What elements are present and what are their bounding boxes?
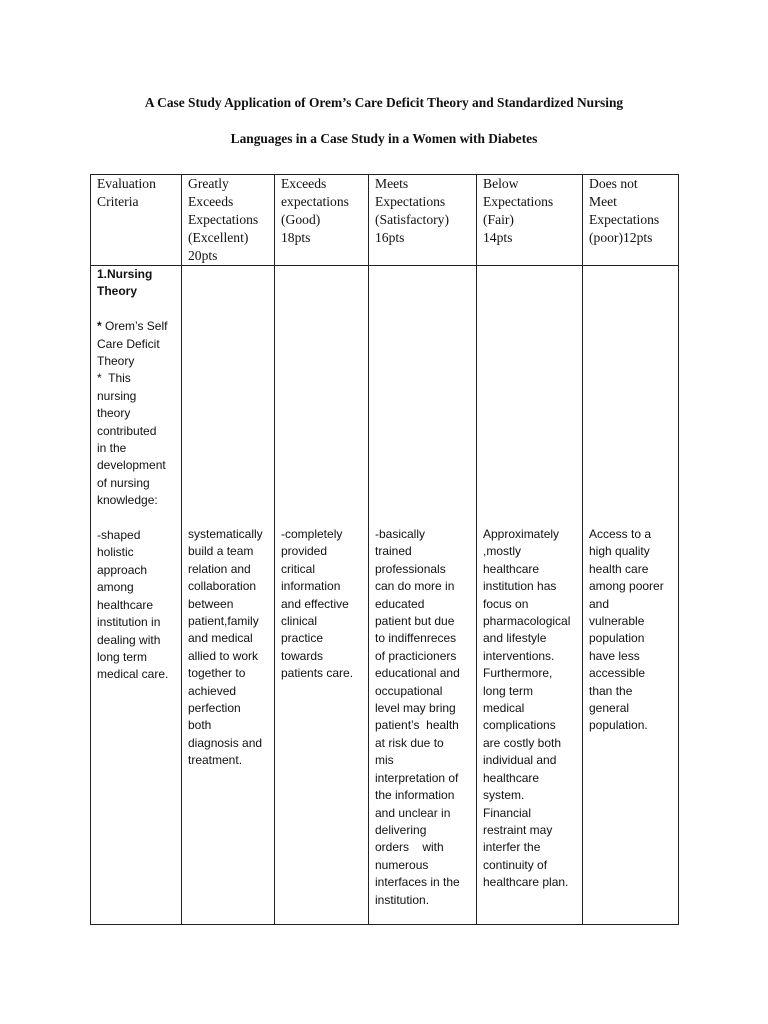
text-line: can do more in	[375, 579, 455, 594]
text-line: nursing	[97, 388, 137, 403]
text-line: information	[281, 579, 341, 594]
text-line: Greatly	[188, 176, 229, 191]
text-line: population	[589, 631, 645, 646]
text-line: Expectations	[589, 212, 660, 227]
level-excellent-text	[188, 266, 271, 770]
text-line: Financial	[483, 805, 532, 820]
text-line: in the	[97, 441, 127, 456]
header-does-not-meet	[583, 175, 679, 266]
text-line: Expectations	[188, 212, 259, 227]
text-line: Approximately	[483, 527, 560, 541]
text-line: healthcare plan.	[483, 875, 569, 890]
level-satisfactory-cell	[369, 266, 477, 925]
text-line: health care	[589, 561, 649, 576]
text-line: interfer the	[483, 840, 541, 855]
level-good-cell	[275, 266, 369, 925]
text-line: pharmacological	[483, 614, 571, 629]
text-line: vulnerable	[589, 614, 645, 629]
text-line: ,mostly	[483, 544, 522, 559]
text-line: 1.Nursing	[97, 267, 153, 281]
text-line: provided	[281, 544, 328, 559]
text-line: interfaces in the	[375, 875, 460, 890]
text-line: expectations	[281, 194, 349, 209]
text-line: at risk due to	[375, 735, 444, 750]
text-line: relation and	[188, 561, 251, 576]
text-line: treatment.	[188, 753, 243, 768]
text-line: -shaped	[97, 528, 141, 543]
level-poor-text	[589, 266, 675, 735]
text-line: Theory	[97, 284, 138, 299]
text-line: contributed	[97, 423, 157, 438]
text-line: Expectations	[483, 194, 554, 209]
text-line: diagnosis and	[188, 735, 263, 750]
text-line: Meets	[375, 176, 409, 191]
text-line: individual and	[483, 753, 557, 768]
level-satisfactory-text	[375, 266, 473, 909]
text-line: theory	[97, 406, 131, 421]
text-line: -basically	[375, 527, 426, 541]
text-line: long term	[483, 683, 534, 698]
text-line: Evaluation	[97, 176, 156, 191]
text-line: systematically	[188, 527, 263, 541]
text-line: interventions.	[483, 648, 555, 663]
text-line: general	[589, 701, 630, 716]
text-line: dealing with	[97, 632, 161, 647]
text-line: Does not	[589, 176, 638, 191]
text-line: have less	[589, 648, 640, 663]
text-line: 14pts	[483, 230, 513, 245]
text-line: to indiffenreces	[375, 631, 457, 646]
text-line: approach	[97, 562, 148, 577]
criteria-description	[97, 527, 178, 684]
criteria-cell	[91, 266, 182, 925]
text-line: of nursing	[97, 475, 150, 490]
text-line: Exceeds	[281, 176, 327, 191]
text-line: among poorer	[589, 579, 664, 594]
text-line: 16pts	[375, 230, 405, 245]
text-line: Below	[483, 176, 519, 191]
text-line: and lifestyle	[483, 631, 547, 646]
text-line: between	[188, 596, 234, 611]
rubric-table	[90, 174, 679, 925]
text-line: (Satisfactory)	[375, 212, 449, 227]
text-line: patient,family	[188, 614, 259, 629]
text-line: mis	[375, 753, 394, 768]
text-line: Access to a	[589, 527, 652, 541]
text-line: institution.	[375, 892, 430, 907]
text-line: 18pts	[281, 230, 311, 245]
criteria-bullet-2	[97, 370, 178, 509]
criteria-heading	[97, 266, 178, 301]
text-line: level may bring	[375, 701, 456, 716]
text-line: accessible	[589, 666, 646, 681]
text-line: Furthermore,	[483, 666, 553, 681]
text-line: complications	[483, 718, 556, 733]
text-line: patient but due	[375, 614, 455, 629]
text-line: development	[97, 458, 166, 473]
text-line: 20pts	[188, 248, 218, 263]
text-line: and	[589, 596, 610, 611]
document-title-line-1: A Case Study Application of Orem’s Care Deficit Theory and Standardized Nursing	[144, 95, 624, 110]
level-poor-cell	[583, 266, 679, 925]
text-line: Expectations	[375, 194, 446, 209]
header-row	[91, 175, 679, 266]
text-line: (poor)12pts	[589, 230, 653, 245]
text-line: delivering	[375, 822, 427, 837]
text-line: knowledge:	[97, 493, 158, 508]
text-line: occupational	[375, 683, 443, 698]
text-line: holistic	[97, 545, 134, 560]
text-line: numerous	[375, 857, 429, 872]
text-line: * This	[97, 371, 131, 386]
criteria-bullet-1-line: Care Deficit	[97, 336, 160, 351]
text-line: and effective	[281, 596, 349, 611]
header-below	[477, 175, 583, 266]
level-good-text	[281, 266, 365, 683]
header-greatly-exceeds	[182, 175, 275, 266]
text-line: collaboration	[188, 579, 257, 594]
text-line: restraint may	[483, 822, 553, 837]
text-line: interpretation of	[375, 770, 459, 785]
criteria-row	[91, 266, 679, 925]
text-line: are costly both	[483, 735, 562, 750]
document-title-line-2: Languages in a Case Study in a Women with Diabetes	[230, 131, 538, 146]
text-line: continuity of	[483, 857, 548, 872]
text-line: high quality	[589, 544, 650, 559]
text-line: clinical	[281, 614, 318, 629]
header-meets	[369, 175, 477, 266]
text-line: of practicioners	[375, 648, 457, 663]
text-line: educated	[375, 596, 425, 611]
text-line: institution has	[483, 579, 557, 594]
criteria-bullet-1: * Orem’s Self	[97, 319, 168, 334]
text-line: educational and	[375, 666, 460, 681]
text-line: healthcare	[483, 770, 540, 785]
text-line: medical	[483, 701, 525, 716]
text-line: allied to work	[188, 648, 259, 663]
text-line: and unclear in	[375, 805, 451, 820]
text-line: achieved	[188, 683, 237, 698]
text-line: patients care.	[281, 666, 354, 681]
text-line: patient’s health	[375, 718, 459, 733]
text-line: and medical	[188, 631, 253, 646]
text-line: healthcare	[97, 597, 154, 612]
text-line: Meet	[589, 194, 617, 209]
text-line: than the	[589, 683, 633, 698]
text-line: (Excellent)	[188, 230, 249, 245]
text-line: the information	[375, 788, 455, 803]
text-line: trained	[375, 544, 412, 559]
text-line: towards	[281, 648, 324, 663]
text-line: system.	[483, 788, 525, 803]
text-line: perfection	[188, 701, 241, 716]
text-line: critical	[281, 561, 316, 576]
level-excellent-cell	[182, 266, 275, 925]
text-line: build a team	[188, 544, 254, 559]
text-line: population.	[589, 718, 648, 733]
header-exceeds	[275, 175, 369, 266]
text-line: long term	[97, 649, 148, 664]
text-line: -completely	[281, 527, 343, 541]
text-line: (Fair)	[483, 212, 514, 227]
text-line: healthcare	[483, 561, 540, 576]
text-line: Criteria	[97, 194, 139, 209]
text-line: (Good)	[281, 212, 321, 227]
text-line: medical care.	[97, 667, 169, 682]
text-line: orders with	[375, 840, 444, 855]
text-line: among	[97, 580, 134, 595]
text-line: institution in	[97, 615, 161, 630]
text-line: focus on	[483, 596, 529, 611]
criteria-bullet-1-line: Theory	[97, 354, 135, 369]
level-fair-cell	[477, 266, 583, 925]
text-line: Exceeds	[188, 194, 234, 209]
header-evaluation-criteria	[91, 175, 182, 266]
level-fair-text	[483, 266, 579, 892]
text-line: together to	[188, 666, 246, 681]
text-line: practice	[281, 631, 324, 646]
text-line: professionals	[375, 561, 446, 576]
text-line: both	[188, 718, 212, 733]
